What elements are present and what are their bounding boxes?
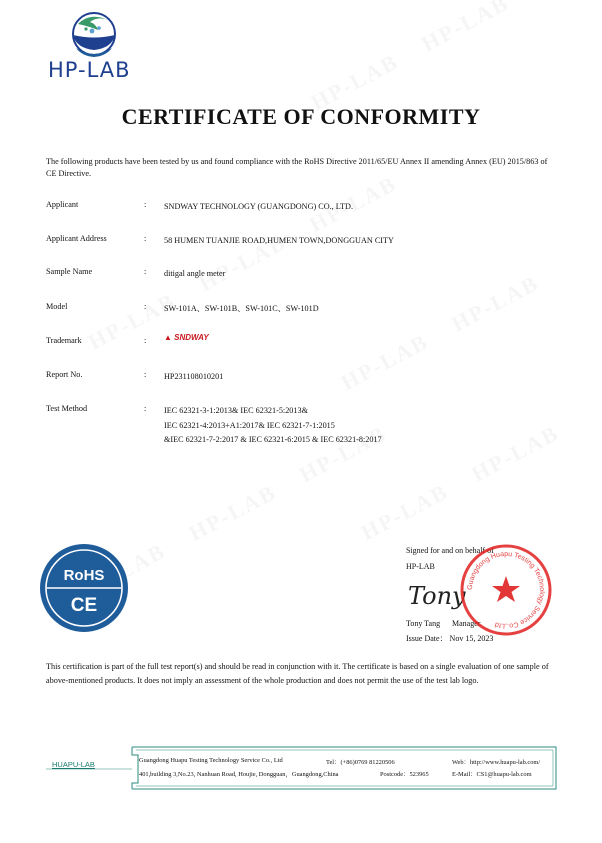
field-separator: : (144, 404, 147, 413)
field-separator: : (144, 336, 147, 345)
triangle-icon: ▲ (164, 333, 172, 342)
badge-bottom-text: CE (70, 595, 98, 616)
field-value: ditigal angle meter (164, 269, 226, 278)
footer-address: 401,building 3,No.23, Nanhuan Road, Houjie, Dongguan，Guangdong,China (139, 771, 339, 778)
rohs-ce-badge-icon (38, 542, 130, 634)
footer-postcode: Postcode：523965 (380, 771, 429, 778)
footer-brand-link[interactable]: HUAPU-LAB (52, 760, 95, 769)
signed-for-text: Signed for and on behalf of (406, 546, 494, 555)
trademark-text: SNDWAY (174, 333, 209, 342)
signer-role: Manager (452, 619, 481, 628)
footer-email[interactable]: E-Mail：CS1@huapu-lab.com (452, 771, 532, 778)
sndway-trademark-logo (164, 333, 209, 342)
field-separator: : (144, 234, 147, 243)
company-seal-stamp-icon (458, 542, 554, 638)
footer-company: Guangdong Huapu Testing Technology Service Co., Ltd (139, 757, 283, 764)
footer-tel: Tel：(+86)0769 81220506 (326, 759, 395, 766)
logo-wordmark: HP-LAB (48, 58, 131, 82)
field-separator: : (144, 370, 147, 379)
field-value: SW-101A、SW-101B、SW-101C、SW-101D (164, 304, 319, 313)
field-label: Test Method (46, 404, 88, 413)
signer-name: Tony Tang (406, 619, 441, 628)
field-value: SNDWAY TECHNOLOGY (GUANGDONG) CO., LTD. (164, 202, 353, 211)
field-separator: : (144, 302, 147, 311)
intro-paragraph: The following products have been tested by us and found compliance with the RoHS Directive 2011/65/EU Annex II amending Annex (EU) 2015/863 of CE Directive. (46, 157, 548, 178)
disclaimer-paragraph: This certification is part of the full test report(s) and should be read in conjunction with it. The certificate is based on a single evaluation of one sample of above-mentioned products. It does not imply an assessment of the whole production and does not permit the use of the test lab logo. (46, 662, 549, 685)
footer-web[interactable]: Web：http://www.huapu-lab.com/ (452, 759, 541, 766)
stamp-ring-text: Guangdong Huapu Testing Technology Service Co.,Ltd (466, 550, 546, 630)
field-value: HP231108010201 (164, 372, 224, 381)
field-value (164, 404, 494, 448)
method-line: &IEC 62321-7-2:2017 & IEC 62321-6:2015 & IEC 62321-8:2017 (164, 435, 382, 444)
badge-top-text: RoHS (63, 567, 105, 584)
signature: Tony (408, 582, 466, 610)
method-line: IEC 62321-3-1:2013& IEC 62321-5:2013& (164, 406, 308, 415)
field-separator: : (144, 267, 147, 276)
field-value: 58 HUMEN TUANJIE ROAD,HUMEN TOWN,DONGGUAN CITY (164, 236, 394, 245)
field-label: Applicant Address (46, 234, 107, 243)
method-line: IEC 62321-4:2013+A1:2017& IEC 62321-7-1:2015 (164, 420, 335, 430)
certificate-title: CERTIFICATE OF CONFORMITY (121, 104, 481, 129)
field-separator: : (144, 200, 147, 209)
field-label: Trademark (46, 336, 82, 345)
field-label: Report No. (46, 370, 83, 379)
field-label: Sample Name (46, 267, 93, 276)
signing-org: HP-LAB (406, 562, 435, 571)
issue-date: Issue Date： Nov 15, 2023 (406, 634, 494, 643)
field-label: Model (46, 302, 68, 311)
field-label: Applicant (46, 200, 79, 209)
